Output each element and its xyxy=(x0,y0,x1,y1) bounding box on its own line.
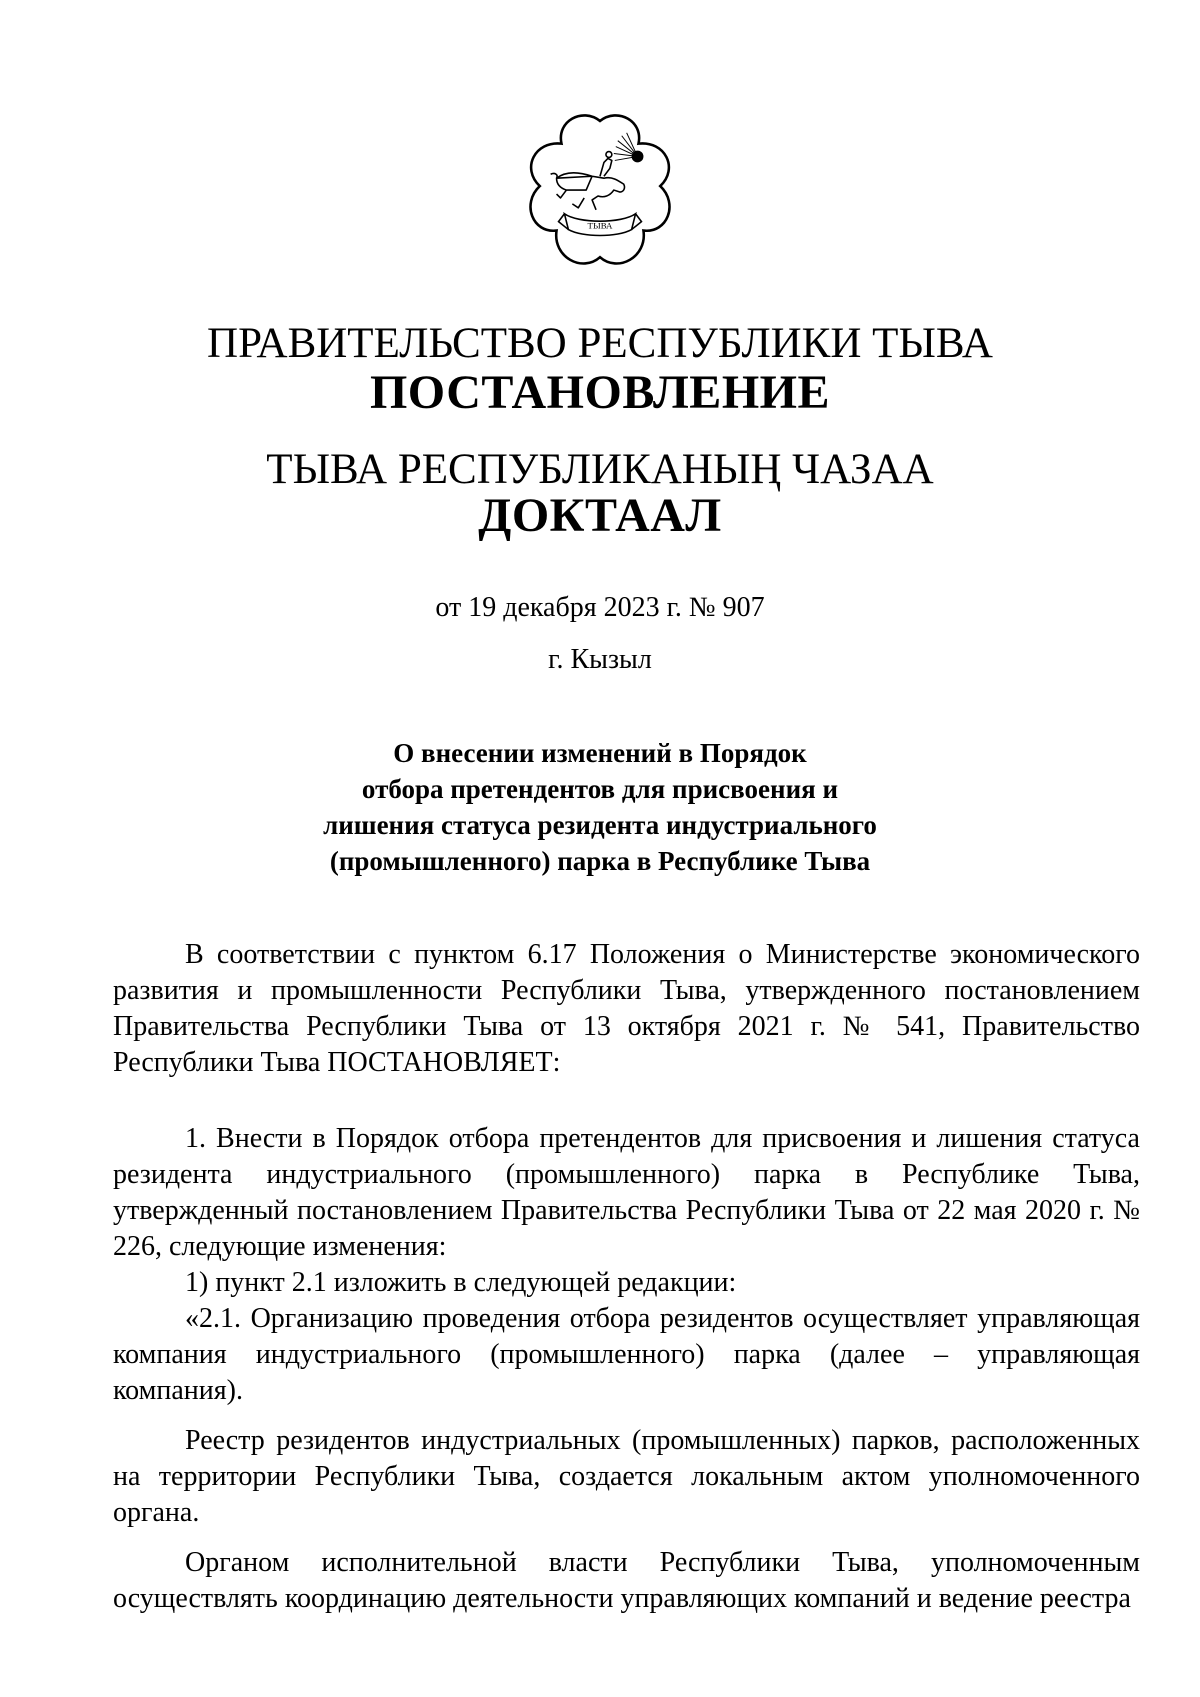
title-line: (промышленного) парка в Республике Тыва xyxy=(329,846,871,876)
body-paragraph: «2.1. Организацию проведения отбора резидентов осуществляет управляющая компания индустриального (промышленного) парка (далее – управляющая компания). xyxy=(113,1303,1140,1406)
document-title xyxy=(0,735,1200,879)
body-paragraph: Реестр резидентов индустриальных (промышленных) парков, расположенных на территории Республики Тыва, создается локальным актом уполномоченного органа. xyxy=(113,1425,1140,1528)
government-name-tyv: ТЫВА РЕСПУБЛИКАНЫҢ ЧАЗАА xyxy=(266,446,934,493)
title-line: отбора претендентов для присвоения и xyxy=(361,774,839,804)
coat-of-arms-emblem xyxy=(521,113,679,277)
body-paragraph: 1) пункт 2.1 изложить в следующей редакции: xyxy=(185,1267,737,1298)
sun-icon xyxy=(632,151,644,163)
document-type-tyv: ДОКТААЛ xyxy=(478,489,722,542)
document-type-ru: ПОСТАНОВЛЕНИЕ xyxy=(369,366,831,419)
emblem-outline xyxy=(531,115,670,263)
city: г. Кызыл xyxy=(548,644,652,675)
body-paragraph: 1. Внести в Порядок отбора претендентов для присвоения и лишения статуса резидента индустриального (промышленного) парка в Республике Тыва, утвержденный постановлением Правительства Республики Тыва от 22 мая 2020 г. № 226, следующие изменения: xyxy=(113,1123,1140,1262)
date-and-number: от 19 декабря 2023 г. № 907 xyxy=(435,592,765,623)
title-line: О внесении изменений в Порядок xyxy=(393,738,807,768)
preamble-paragraph: В соответствии с пунктом 6.17 Положения о Министерстве экономического развития и промышленности Республики Тыва, утвержденного постановлением Правительства Республики Тыва от 13 октября 2021 г. № 541, Правительство Республики Тыва ПОСТАНОВЛЯЕТ: xyxy=(113,939,1140,1078)
body-paragraph: Органом исполнительной власти Республики Тыва, уполномоченным осуществлять координацию деятельности управляющих компаний и ведение реестра xyxy=(113,1547,1140,1614)
government-name-ru: ПРАВИТЕЛЬСТВО РЕСПУБЛИКИ ТЫВА xyxy=(207,320,993,367)
document-body xyxy=(113,937,1140,1617)
title-line: лишения статуса резидента индустриального xyxy=(323,810,877,840)
ribbon-text: ТЫВА xyxy=(587,220,613,231)
